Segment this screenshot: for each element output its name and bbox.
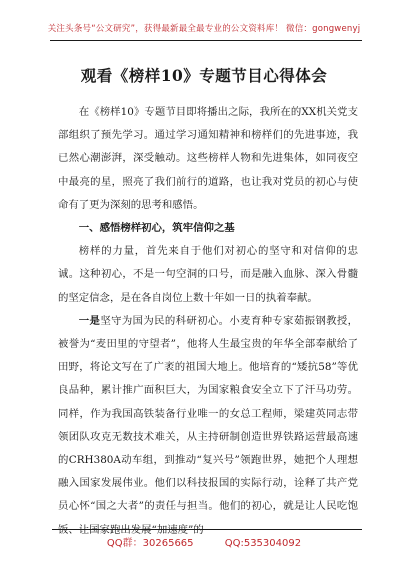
document-title: 观看《榜样10》专题节目心得体会 [80, 66, 328, 85]
section-heading: 一、感悟榜样初心，筑牢信仰之基 [78, 222, 235, 235]
footer-qq: QQ:535304092 [224, 538, 302, 549]
paragraph-text: 坚守为国为民的科研初心。小麦育种专家茹振钢教授，被誉为“麦田里的守望者”，他将人生最宝贵的年华全部奉献给了田野，将论文写在了广袤的祖国大地上。他培育的“矮抗58”等优良品种，累计推广面积巨大，为国家粮食安全立下了汗马功劳。同样，作为我国高铁装备行业唯一的女总工程师，梁建英同志带领团队攻克无数技术难关，从主持研制创造世界铁路运营最高速的CRH380A动车组，到推动“复兴号”领跑世界，她把个人理想融入国家发展伟业。他们以科技报国的实际行动，诠释了共产党员心怀“国之大者”的责任与担当。他们的初心，就是让人民吃饱饭、让国家跑出发展“加速度”的 [58, 314, 359, 536]
footer [0, 534, 408, 549]
document-body [58, 101, 358, 542]
header-promo-text: 关注头条号“公文研究”，获得最新最全最专业的公文资料库！ 微信：gongwenyj [47, 24, 361, 34]
intro-paragraph: 在《榜样10》专题节目即将播出之际，我所在的XX机关党支部组织了预先学习。通过学习通知精神和榜样们的先进事迹，我已然心潮澎湃，深受触动。这些榜样人物和先进集体，如同夜空中最亮的星，照亮了我们前行的道路，也让我对党员的初心与使命有了更为深刻的思考和感悟。 [58, 106, 358, 211]
footer-divider [52, 529, 362, 530]
footer-qq-group: QQ群：30265665 [106, 538, 194, 549]
body-paragraph: 榜样的力量，首先来自于他们对初心的坚守和对信仰的忠诚。这种初心，不是一句空洞的口号，而是融入血脉、深入骨髓的坚定信念，是在各自岗位上数十年如一日的执着奉献。 [58, 245, 358, 304]
header-divider [50, 40, 362, 41]
paragraph-lead: 一是 [78, 314, 101, 327]
body-paragraph [58, 310, 358, 542]
